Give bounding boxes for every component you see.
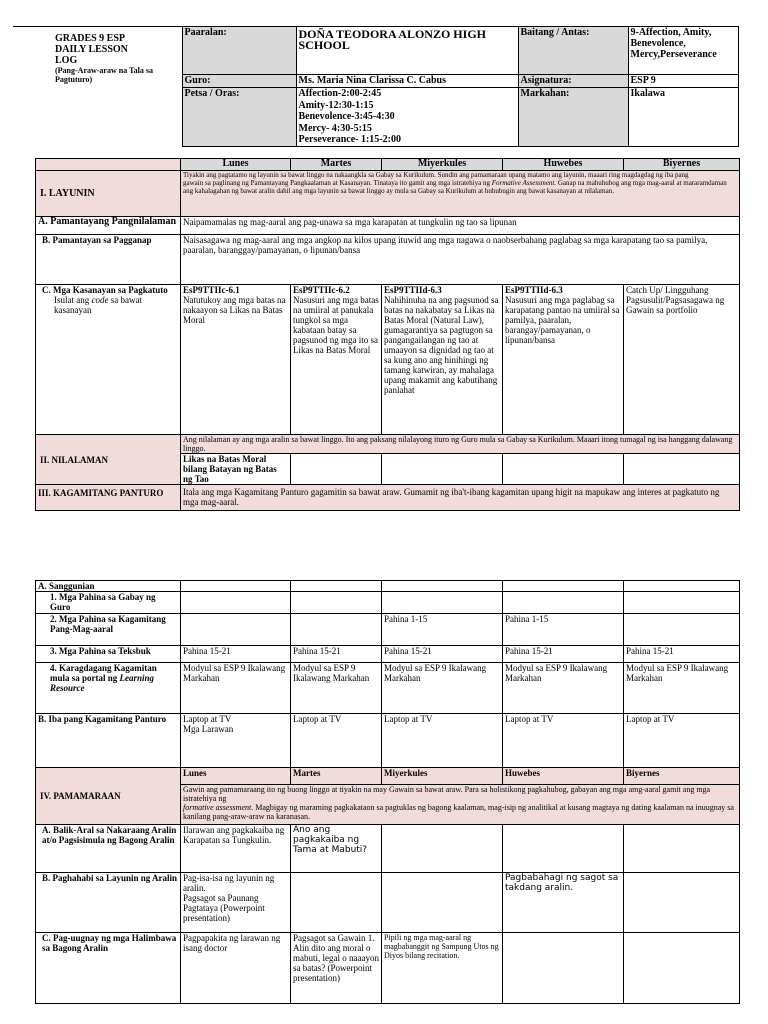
competency-code: EsP9TTIId-6.3 [505, 285, 563, 295]
kasanayan-biyernes: Catch Up/ Lingguhang Pagsusulit/Pagsasagawa ng Gawain sa portfolio [624, 285, 740, 435]
schedule-line: Benevolence-3:45-4:30 [298, 111, 395, 122]
sanggunian-label: A. Sanggunian [36, 581, 181, 592]
lesson-table-1 [35, 158, 740, 511]
karagdagang-label: 4. Karagdagang Kagamitan mula sa portal ng Learning Resource [36, 663, 181, 714]
kasanayan-sublabel: Isulat ang code sa bawat kasanayan [54, 295, 142, 315]
kasanayan-lunes [181, 285, 291, 435]
pamantayang-pangnilalaman-text: Naipamamalas ng mag-aaral ang pag-unawa sa mga karapatan at tungkulin ng tao sa lipunan [181, 217, 740, 235]
iba-miyerkules: Laptop at TV [382, 714, 503, 768]
nilalaman-lunes: Likas na Batas Moral bilang Batayan ng Batas ng Tao [181, 454, 291, 485]
kagamitang-panturo-label: III. KAGAMITANG PANTURO [36, 485, 181, 511]
competency-code: EsP9TTIId-6.3 [384, 285, 442, 295]
day-header: Lunes [181, 159, 291, 171]
title-line: LOG [55, 55, 78, 66]
nilalaman-label: II. NILALAMAN [36, 435, 181, 485]
lesson-table-2 [35, 580, 740, 1004]
markahan-value: Ikalawa [628, 88, 738, 147]
kagamitang-mag-aaral-label: 2. Mga Pahina sa Kagamitang Pang-Mag-aaral [36, 614, 181, 646]
paghahabi-huwebes: Pagbabahagi ng sagot sa takdang aralin. [503, 873, 624, 933]
title-block [13, 27, 182, 147]
day-header: Martes [291, 159, 382, 171]
layunin-text-italic: Formative Assessment. [491, 179, 557, 187]
nilalaman-huwebes [503, 454, 624, 485]
day-header: Miyerkules [382, 768, 503, 785]
balik-aral-martes: Ano ang pagkakaiba ng Tama at Mabuti? [291, 825, 382, 873]
asignatura-label: Asignatura: [518, 75, 628, 88]
karagdagang-lunes: Modyul sa ESP 9 Ikalawang Markahan [181, 663, 291, 714]
pamantayan-pagganap-text: Naisasagawa ng mag-aaral ang mga angkop na kilos upang ituwid ang mga nagawa o naobserbahang paglabag sa mga karapatang tao sa pamilya, paaralan, baranggay/pamayanan, o lipunan/bansa [181, 235, 740, 285]
schedule-line: Affection-2:00-2:45 [298, 88, 382, 99]
pag-uugnay-label: C. Pag-uugnay ng mga Halimbawa sa Bagong Aralin [36, 933, 181, 1004]
competency-text: Nasusuri ang mga paglabag sa karapatang pantao na umiiral sa pamilya, paaralan, barangay/pamayanan, o lipunan/bansa [505, 295, 620, 345]
day-header: Biyernes [624, 768, 740, 785]
balik-aral-label: A. Balik-Aral sa Nakaraang Aralin at/o Pagsisimula ng Bagong Aralin [36, 825, 181, 873]
guro-value: Ms. Maria Nina Clarissa C. Cabus [296, 75, 518, 88]
competency-code: EsP9TTIIc-6.2 [293, 285, 350, 295]
teksbuk-lunes: Pahina 15-21 [181, 646, 291, 663]
paghahabi-label: B. Paghahabi sa Layunin ng Aralin [36, 873, 181, 933]
pag-uugnay-lunes: Pagpapakita ng larawan ng isang doctor [181, 933, 291, 1004]
title-line: DAILY LESSON [55, 44, 128, 55]
petsa-value [296, 88, 518, 147]
asignatura-value: ESP 9 [628, 75, 738, 88]
corner-cell [36, 159, 181, 171]
day-header: Martes [291, 768, 382, 785]
guro-label: Guro: [182, 75, 296, 88]
day-header: Lunes [181, 768, 291, 785]
kasanayan-martes [291, 285, 382, 435]
pamamaraan-text: Gawin ang pamamaraang ito ng buong linggo at tiyakin na may Gawain sa bawat araw. Para sa holistikong pagkahubog, gabayan ang mga amg-aaral gamit ang mga istratehiya ng formative assessment. Magbigay ng maraming pagkakataon sa pagtuklas ng bagong kaalaman, mag-isip ng analitikal at kusang magtaya ng dating kaalaman na inuugnay sa kanilang pang-araw-araw na karanasan. [181, 785, 740, 825]
teksbuk-biyernes: Pahina 15-21 [624, 646, 740, 663]
kasanayan-label: C. Mga Kasanayan sa Pagkatuto [42, 285, 168, 295]
paaralan-label: Paaralan: [182, 27, 296, 75]
pag-uugnay-miyerkules: Pipili ng mga mag-aaral ng magbabanggit ng Sampung Utos ng Diyos bilang recitation. [382, 933, 503, 1004]
iba-lunes: Laptop at TV Mga Larawan [181, 714, 291, 768]
teksbuk-martes: Pahina 15-21 [291, 646, 382, 663]
competency-text: Nahihinuha na ang pagsunod sa batas na nakabatay sa Likas na Batas Moral (Natural Law), gumagarantiya sa pagtugon sa pangangailangan ng tao at umaayon sa dignidad ng tao at sa kung ano ang hinihingi ng tamang katwiran, ay mahalaga upang makamit ang kabutihang panlahat [384, 295, 499, 395]
kasanayan-huwebes [503, 285, 624, 435]
nilalaman-miyerkules [382, 454, 503, 485]
baitang-value: 9-Affection, Amity, Benevolence, Mercy,Perseverance [628, 27, 738, 75]
balik-aral-lunes: Ilarawan ang pagkakaiba ng Karapatan sa Tungkulin. [181, 825, 291, 873]
pag-uugnay-martes: Pagsagot sa Gawain 1. Alin dito ang moral o mabuti, legal o naaayon sa batas? (Powerpoint presentation) [291, 933, 382, 1004]
teksbuk-miyerkules: Pahina 15-21 [382, 646, 503, 663]
kagamitang-panturo-text: Itala ang mga Kagamitang Panturo gagamitin sa bawat araw. Gumamit ng iba't-ibang kagamitan upang higit na mapukaw ang interes at pagkatuto ng mga mag-aaral. [181, 485, 740, 511]
iba-biyernes: Laptop at TV [624, 714, 740, 768]
nilalaman-text: Ang nilalaman ay ang mga aralin sa bawat linggo. Ito ang paksang nilalayong ituro ng Guro mula sa Gabay sa Kurikulum. Maaari itong tumagal ng isa hanggang dalawang linggo. [181, 435, 740, 454]
schedule-line: Mercy- 4:30-5:15 [298, 122, 372, 134]
competency-text: Natutukoy ang mga batas na nakaayon sa Likas na Batas Moral [183, 295, 286, 325]
petsa-label: Petsa / Oras: [182, 88, 296, 147]
pamantayan-pagganap-label: B. Pamantayan sa Pagganap [36, 235, 181, 285]
pamantayang-pangnilalaman-label: A. Pamantayang Pangnilalaman [36, 217, 181, 235]
layunin-label: I. LAYUNIN [36, 171, 181, 217]
kagamitang-miyerkules: Pahina 1-15 [382, 614, 503, 646]
baitang-label: Baitang / Antas: [518, 27, 628, 75]
karagdagang-miyerkules: Modyul sa ESP 9 Ikalawang Markahan [382, 663, 503, 714]
kasanayan-miyerkules [382, 285, 503, 435]
iba-huwebes: Laptop at TV [503, 714, 624, 768]
header-table [13, 26, 739, 147]
competency-code: EsP9TTIIc-6.1 [183, 285, 240, 295]
layunin-text [181, 171, 740, 217]
iba-pang-kagamitan-label: B. Iba pang Kagamitang Panturo [36, 714, 181, 768]
layunin-text-c: Ganap na mahuhubog ang mga mag-aaral at mararamdaman ang kahalagahan ng bawat aralin dahil ang mga layunin sa bawat linggo ay mula sa Gabay sa Kurikulum at huhubugin ang bawat kasanayan at nilalaman. [183, 179, 727, 195]
schedule-line: Perseverance- 1:15-2:00 [298, 134, 401, 145]
karagdagang-huwebes: Modyul sa ESP 9 Ikalawang Markahan [503, 663, 624, 714]
schedule-line: Amity-12:30-1:15 [298, 99, 374, 111]
teksbuk-label: 3. Mga Pahina sa Teksbuk [36, 646, 181, 663]
karagdagang-martes: Modyul sa ESP 9 Ikalawang Markahan [291, 663, 382, 714]
markahan-label: Markahan: [518, 88, 628, 147]
iba-martes: Laptop at TV [291, 714, 382, 768]
day-header: Biyernes [624, 159, 740, 171]
kagamitang-huwebes: Pahina 1-15 [503, 614, 624, 646]
competency-text: Nasusuri ang mga batas na umiiral at panukala tungkol sa mga kabataan batay sa pagsunod ng mga ito sa Likas na Batas Moral [293, 295, 379, 355]
paghahabi-lunes: Pag-isa-isa ng layunin ng aralin. Pagsagot sa Paunang Pagtataya (Powerpoint presentation) [181, 873, 291, 933]
nilalaman-martes [291, 454, 382, 485]
gabay-label: 1. Mga Pahina sa Gabay ng Guro [36, 592, 181, 614]
pamamaraan-label: IV. PAMAMARAAN [36, 768, 181, 825]
layunin-text-a: Tiyakin ang pagtatamo ng layunin sa bawat linggo na nakaangkla sa Gabay sa Kurikulum. Sundin ang pamamaraan upang matamo ang layunin, maaari ring magdagdag ng iba pang [183, 171, 689, 179]
day-header: Miyerkules [382, 159, 503, 171]
nilalaman-biyernes [624, 454, 740, 485]
day-header: Huwebes [503, 768, 624, 785]
subtitle: (Pang-Araw-araw na Tala sa Pagtuturo) [55, 66, 154, 84]
teksbuk-huwebes: Pahina 15-21 [503, 646, 624, 663]
layunin-text-b: gawain sa paglinang ng Pamantayang Pangkaalaman at Kasanayan. Tinataya ito gamit ang mga istratehiya ng [183, 179, 492, 187]
kasanayan-label-cell [36, 285, 181, 435]
day-header: Huwebes [503, 159, 624, 171]
paaralan-value: DOÑA TEODORA ALONZO HIGH SCHOOL [296, 27, 518, 75]
title-line: GRADES 9 ESP [55, 33, 126, 44]
karagdagang-biyernes: Modyul sa ESP 9 Ikalawang Markahan [624, 663, 740, 714]
